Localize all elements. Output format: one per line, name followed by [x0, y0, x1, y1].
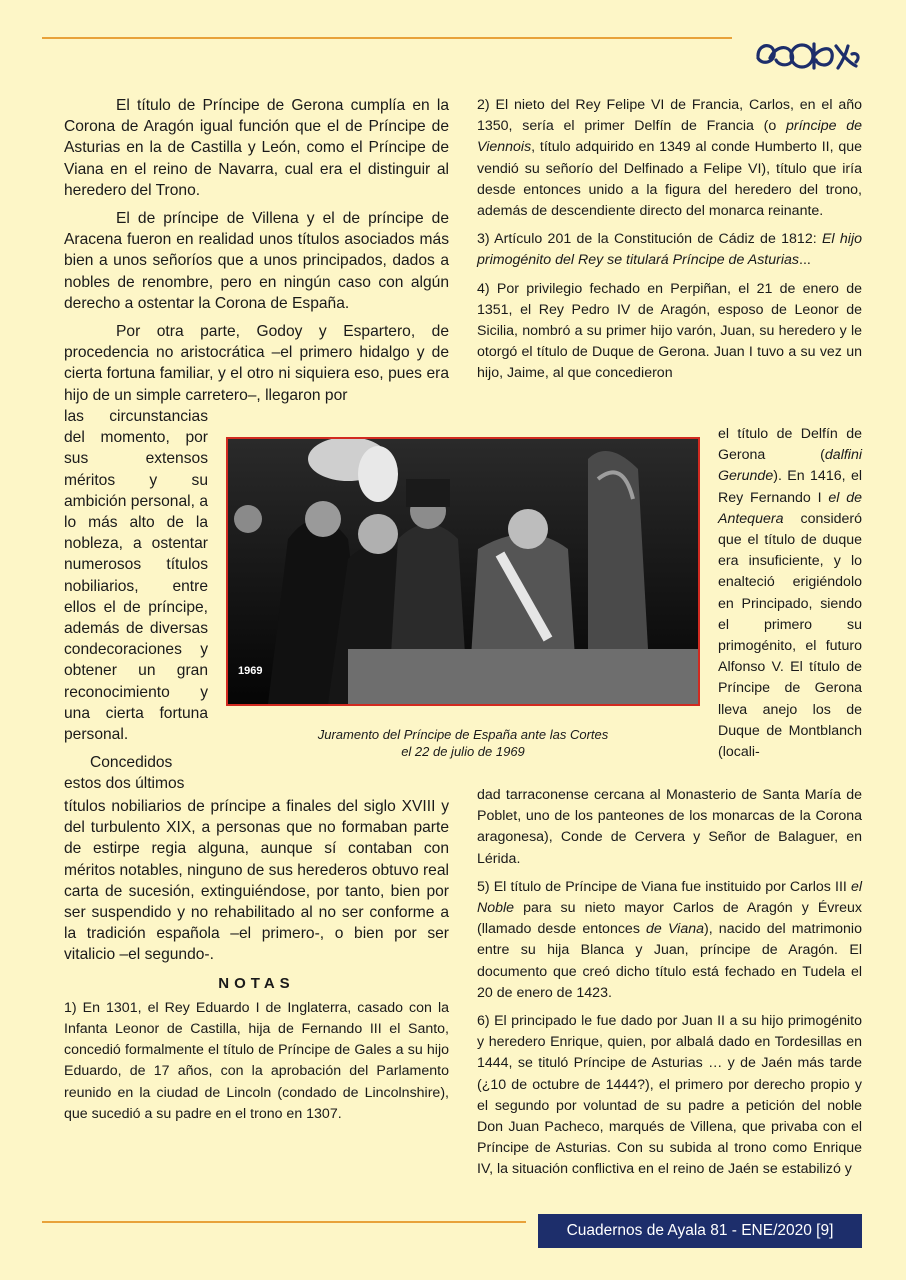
top-rule: [42, 37, 732, 39]
note-2: 2) El nieto del Rey Felipe VI de Francia, Carlos, en el año 1350, sería el primer Delfín de Francia (o príncipe de Viennois, título adquirido en 1349 al conde Humberto II, que vendió su señorío del Delfinado a Felipe VI), título que iría desde entonces unido a la figura del heredero del trono, además de descendiente directo del monarca reinante.: [477, 97, 862, 220]
paragraph: El título de Príncipe de Gerona cumplía en la Corona de Aragón igual función que el de Príncipe de Asturias en la de Castilla y León, como el Príncipe de Viana en el reino de Navarra, cual era el distinguir al heredero del Trono.: [64, 97, 449, 199]
caption-line: el 22 de julio de 1969: [401, 744, 525, 759]
caption-line: Juramento del Príncipe de España ante las Cortes: [317, 727, 609, 742]
paragraph: títulos nobiliarios de príncipe a finales del siglo XVIII y del turbulento XIX, a personas que no formaban parte de estirpe regia alguna, aunque sí contaban con méritos notables, ninguno de sus herederos obtuvo real carta de sucesión, extinguiéndose, por tanto, bien por ser suspendido y no rehabilitado al no ser conforme a la tradición española –el primero-, o bien por ser vitalicio –el segundo-.: [64, 798, 449, 964]
note-6: 6) El principado le fue dado por Juan II a su hijo primogénito y heredero Enrique, quien, por albalá dado en Tordesillas en 1444, se tituló Príncipe de Asturias … y de Jaén más tarde (¿10 de octubre de 1444?), el primero por derecho propio y el segundo por voluntad de su padre a petición del noble Don Juan Pacheco, marqués de Villena, que privaba con el Príncipe de Asturias. Con su subida al trono como Enrique IV, la situación conflictiva en el reino de Jaén se estabilizó y: [477, 1013, 862, 1178]
paragraph: Concedidos estos dos últimos: [64, 754, 185, 793]
magazine-logo-icon: [752, 36, 864, 76]
note-4-end: dad tarraconense cercana al Monasterio de Santa María de Poblet, uno de los panteones de los monarcas de la Corona aragonesa), Conde de Cervera y Señor de Balaguer, en Lérida.: [477, 787, 862, 867]
photo-oath-1969: [226, 437, 700, 706]
right-column-bottom: [477, 785, 862, 1181]
left-column-wrap: [64, 406, 208, 795]
left-column-top: [64, 95, 449, 406]
paragraph: Por otra parte, Godoy y Espartero, de procedencia no aristocrática –el primero hidalgo y de cierta fortuna familiar, y el otro ni siquiera eso, pues era hijo de un simple carretero–, llegaron por: [64, 323, 449, 404]
notes-heading: NOTAS: [218, 974, 295, 992]
photo-image: [228, 439, 698, 704]
note-5: 5) El título de Príncipe de Viana fue instituido por Carlos III el Noble para su nieto mayor Carlos de Aragón y Évreux (llamado desde entonces de Viana), nacido del matrimonio entre su hija Blanca y Juan, príncipe de Aragón. El documento que creó dicho título está fechado en Tudela el 20 de enero de 1423.: [477, 878, 862, 1001]
paragraph: las circunstancias del momento, por sus extensos méritos y su ambición personal, a lo más alto de la nobleza, a ostentar numerosos títulos nobiliarios, entre ellos el de príncipe, además de diversas condecoraciones y obtener un gran reconocimiento y una cierta fortuna personal.: [64, 408, 208, 744]
photo-year-stamp: 1969: [238, 665, 263, 677]
right-column-wrap: [718, 424, 862, 763]
note-4: 4) Por privilegio fechado en Perpiñan, el 21 de enero de 1351, el Rey Pedro IV de Aragón, esposo de Leonor de Sicilia, nombró a su primer hijo varón, Juan, su heredero y le otorgó el título de Duque de Gerona. Juan I tuvo a su vez un hijo, Jaime, al que concedieron: [477, 280, 862, 382]
bottom-rule: [42, 1221, 526, 1223]
note-4-continued: el título de Delfín de Gerona (dalfini Gerunde). En 1416, el Rey Fernando I el de Antequera consideró que el título de duque era insuficiente, y lo enalteció erigiéndolo en Principado, siendo el primero su primogénito, el futuro Alfonso V. El título de Príncipe de Gerona lleva anejo los de Duque de Montblanch (locali-: [718, 426, 862, 761]
right-column-top: [477, 95, 862, 385]
note-1: 1) En 1301, el Rey Eduardo I de Inglaterra, casado con la Infanta Leonor de Castilla, hija de Fernando III el Santo, concedió formalmente el título de Príncipe de Gales a su hijo Eduardo, de 17 años, con la aprobación del Parlamento reunido en la ciudad de Lincoln (condado de Lincolnshire), que sucedió a su padre en el trono en 1307.: [64, 999, 449, 1122]
note-3: 3) Artículo 201 de la Constitución de Cádiz de 1812: El hijo primogénito del Rey se titulará Príncipe de Asturias...: [477, 231, 862, 269]
photo-caption: [226, 726, 700, 760]
left-column-bottom: [64, 796, 449, 1125]
footer-badge: Cuadernos de Ayala 81 - ENE/2020 [9]: [538, 1214, 862, 1248]
paragraph: El de príncipe de Villena y el de príncipe de Aracena fueron en realidad unos títulos asociados más bien a unos señoríos que a unos principados, dados a nobles de renombre, pero en ningún caso con algún derecho a ostentar la Corona de España.: [64, 210, 449, 312]
